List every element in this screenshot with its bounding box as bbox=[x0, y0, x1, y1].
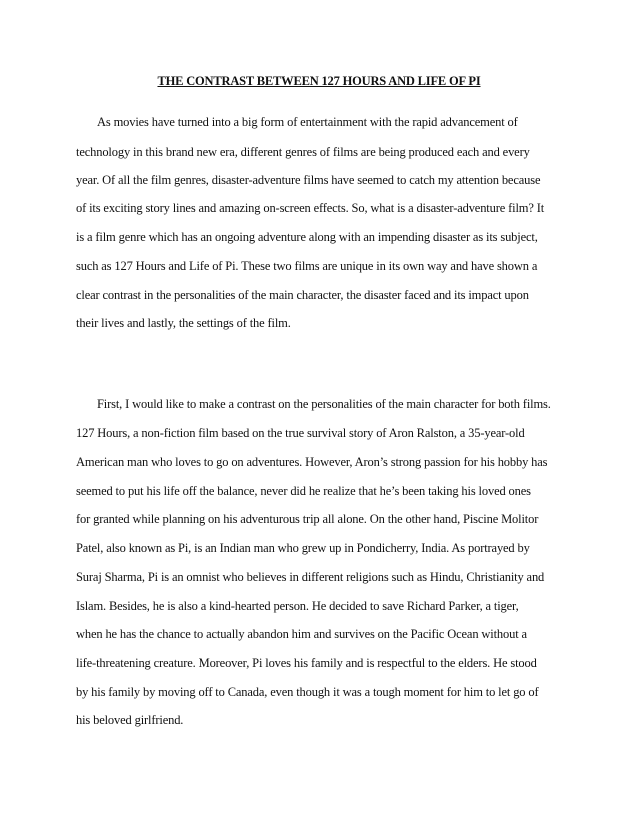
paragraph-2-line-6: Patel, also known as Pi, is an Indian man who grew up in Pondicherry, India. As portrayed by bbox=[76, 541, 530, 555]
paragraph-2-line-11: by his family by moving off to Canada, even though it was a tough moment for him to let go of bbox=[76, 685, 539, 699]
paragraph-2-line-12: his beloved girlfriend. bbox=[76, 713, 184, 727]
paragraph-1-line-4: of its exciting story lines and amazing on-screen effects. So, what is a disaster-adventure film? It bbox=[76, 201, 545, 215]
paragraph-1-line-5: is a film genre which has an ongoing adventure along with an impending disaster as its subject, bbox=[76, 230, 538, 244]
paragraph-2-line-5: for granted while planning on his adventurous trip all alone. On the other hand, Piscine Molitor bbox=[76, 512, 539, 526]
paragraph-1-line-2: technology in this brand new era, different genres of films are being produced each and every bbox=[76, 145, 530, 159]
paragraph-2-line-2: 127 Hours, a non-fiction film based on the true survival story of Aron Ralston, a 35-year-old bbox=[76, 426, 525, 440]
paragraph-2-line-10: life-threatening creature. Moreover, Pi loves his family and is respectful to the elders. He stood bbox=[76, 656, 537, 670]
paragraph-2-line-9: when he has the chance to actually abandon him and survives on the Pacific Ocean without a bbox=[76, 627, 527, 641]
paragraph-2-line-4: seemed to put his life off the balance, never did he realize that he’s been taking his loved ones bbox=[76, 484, 531, 498]
paragraph-2-line-1: First, I would like to make a contrast on the personalities of the main character for both films. bbox=[97, 397, 551, 411]
paragraph-1-line-6: such as 127 Hours and Life of Pi. These two films are unique in its own way and have shown a bbox=[76, 259, 538, 273]
paragraph-1-line-3: year. Of all the film genres, disaster-adventure films have seemed to catch my attention because bbox=[76, 173, 541, 187]
paragraph-1-line-8: their lives and lastly, the settings of the film. bbox=[76, 316, 291, 330]
paragraph-2-line-8: Islam. Besides, he is also a kind-hearted person. He decided to save Richard Parker, a tiger, bbox=[76, 599, 519, 613]
paragraph-2-line-7: Suraj Sharma, Pi is an omnist who believes in different religions such as Hindu, Christianity and bbox=[76, 570, 545, 584]
paragraph-1-line-1: As movies have turned into a big form of entertainment with the rapid advancement of bbox=[97, 115, 518, 129]
paragraph-2-line-3: American man who loves to go on adventures. However, Aron’s strong passion for his hobby has bbox=[76, 455, 548, 469]
essay-title: THE CONTRAST BETWEEN 127 HOURS AND LIFE OF PI bbox=[157, 74, 481, 88]
paragraph-1-line-7: clear contrast in the personalities of the main character, the disaster faced and its impact upon bbox=[76, 288, 529, 302]
